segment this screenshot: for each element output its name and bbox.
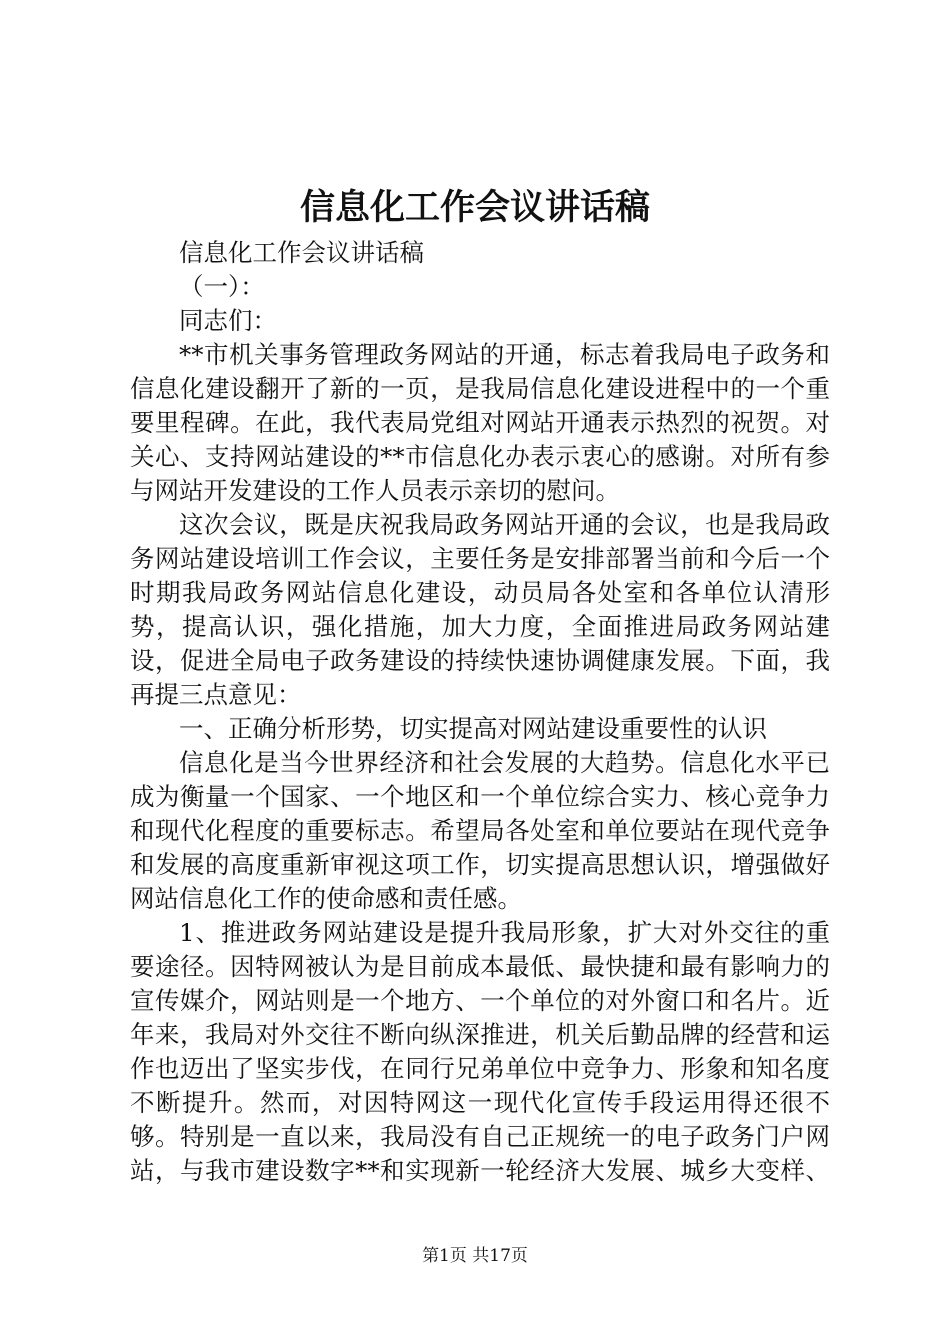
body-paragraph-salutation: 同志们：: [179, 306, 277, 335]
body-paragraph-subtitle: 信息化工作会议讲话稿: [179, 238, 424, 267]
section-heading: 一、正确分析形势，切实提高对网站建设重要性的认识: [179, 714, 767, 743]
document-title: 信息化工作会议讲话稿: [299, 187, 650, 228]
body-paragraph: 这次会议，既是庆祝我局政务网站开通的会议，也是我局政务网站建设培训工作会议，主要任务是安排部署当前和今后一个时期我局政务网站信息化建设，动员局各处室和各单位认清形势，提高认识，强化措施，加大力度，全面推进局政务网站建设，促进全局电子政务建设的持续快速协调健康发展。下面，我再提三点意见：: [130, 510, 830, 709]
body-paragraph: **市机关事务管理政务网站的开通，标志着我局电子政务和信息化建设翻开了新的一页，是我局信息化建设进程中的一个重要里程碑。在此，我代表局党组对网站开通表示热烈的祝贺。对关心、支持网站建设的**市信息化办表示衷心的感谢。对所有参与网站开发建设的工作人员表示亲切的慰问。: [130, 340, 830, 505]
page-footer: 第1页 共17页: [422, 1246, 528, 1266]
document-body: [130, 236, 830, 1188]
body-paragraph: 1、推进政务网站建设是提升我局形象，扩大对外交往的重要途径。因特网被认为是目前成本最低、最快捷和最有影响力的宣传媒介，网站则是一个地方、一个单位的对外窗口和名片。近年来，我局对外交往不断向纵深推进，机关后勤品牌的经营和运作也迈出了坚实步伐，在同行兄弟单位中竞争力、形象和知名度不断提升。然而，对因特网这一现代化宣传手段运用得还很不够。特别是一直以来，我局没有自己正规统一的电子政务门户网站，与我市建设数字**和实现新一轮经济大发展、城乡大变样、: [130, 918, 830, 1185]
body-paragraph-section-marker: （一）：: [179, 272, 265, 301]
body-paragraph: 信息化是当今世界经济和社会发展的大趋势。信息化水平已成为衡量一个国家、一个地区和一个单位综合实力、核心竞争力和现代化程度的重要标志。希望局各处室和单位要站在现代竞争和发展的高度重新审视这项工作，切实提高思想认识，增强做好网站信息化工作的使命感和责任感。: [130, 748, 830, 913]
